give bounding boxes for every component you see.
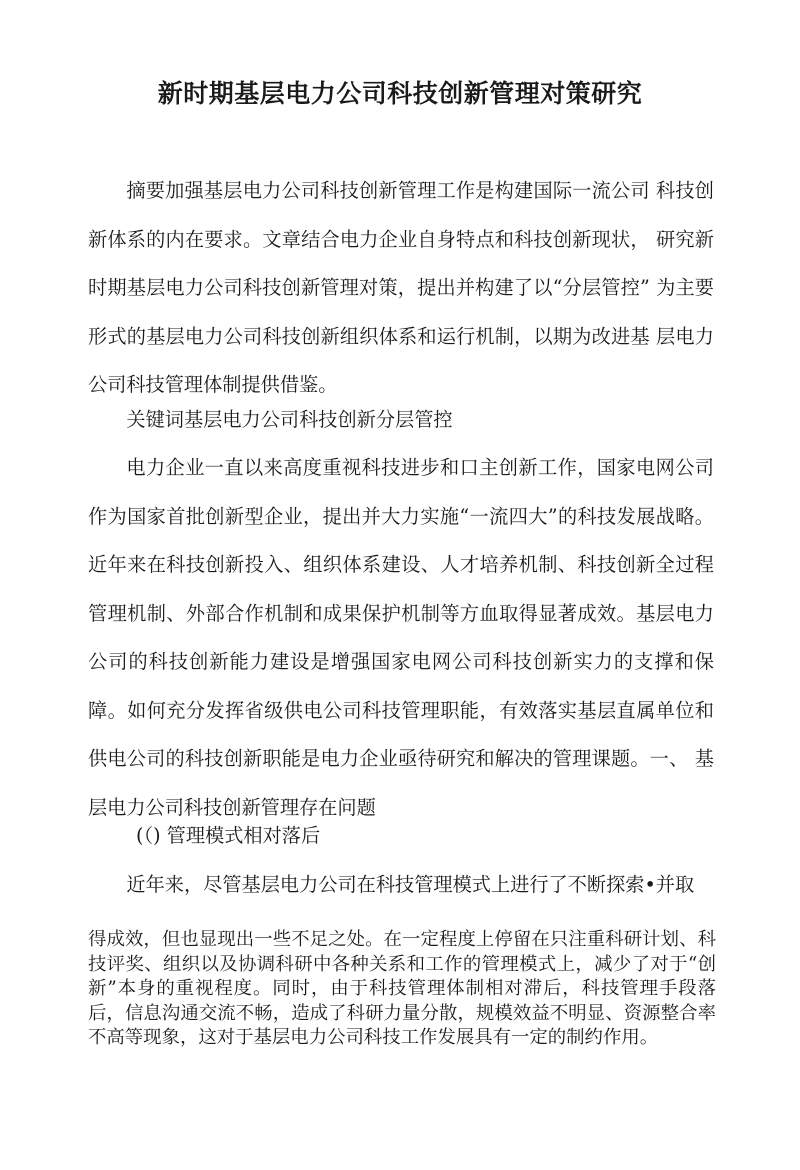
abstract-paragraph: 摘要加强基层电力公司科技创新管理工作是构建国际一流公司 科技创新体系的内在要求。文章结合电力企业自身特点和科技创新现状， 研究新时期基层电力公司科技创新管理对策，提出并构建了以“分层管控” 为主要形式的基层电力公司科技创新组织体系和运行机制，以期为改进基 层电力公司科技管理体制提供借鉴。 [88, 179, 714, 396]
paragraph-body: 得成效，但也显现出一些不足之处。在一定程度上停留在只注重科研计划、科技评奖、组织以及协调科研中各种关系和工作的管理模式上，减少了对于“创新”本身的重视程度。同时，由于科技管理体制相对滞后，科技管理手段落后，信息沟通交流不畅，造成了科研力量分散，规模效益不明显、资源整合率不高等现象，这对于基层电力公司科技工作发展具有一定的制约作用。 [88, 929, 716, 1048]
keywords-line: 关键词基层电力公司科技创新分层管控 [126, 408, 453, 431]
document-title: 新时期基层电力公司科技创新管理对策研究 [157, 79, 643, 108]
section-subheading: (（) 管理模式相对落后 [136, 824, 321, 847]
intro-paragraph: 电力企业一直以来高度重视科技进步和口主创新工作，国家电网公司作为国家首批创新型企业，提出并大力实施“一流四大”的科技发展战略。近年来在科技创新投入、组织体系建设、人才培养机制、科技创新全过程管理机制、外部合作机制和成果保护机制等方血取得显著成效。基层电力公司的科技创新能力建设是增强国家电网公司科技创新实力的支撑和保障。如何充分发挥省级供电公司科技管理职能，有效落实基层直属单位和供电公司的科技创新职能是电力企业亟待研究和解决的管理课题。一、 基层电力公司科技创新管理存在问题 [88, 456, 714, 819]
paragraph-lead-line: 近年来，尽管基层电力公司在科技管理模式上进行了不断探索•并取 [126, 873, 695, 896]
